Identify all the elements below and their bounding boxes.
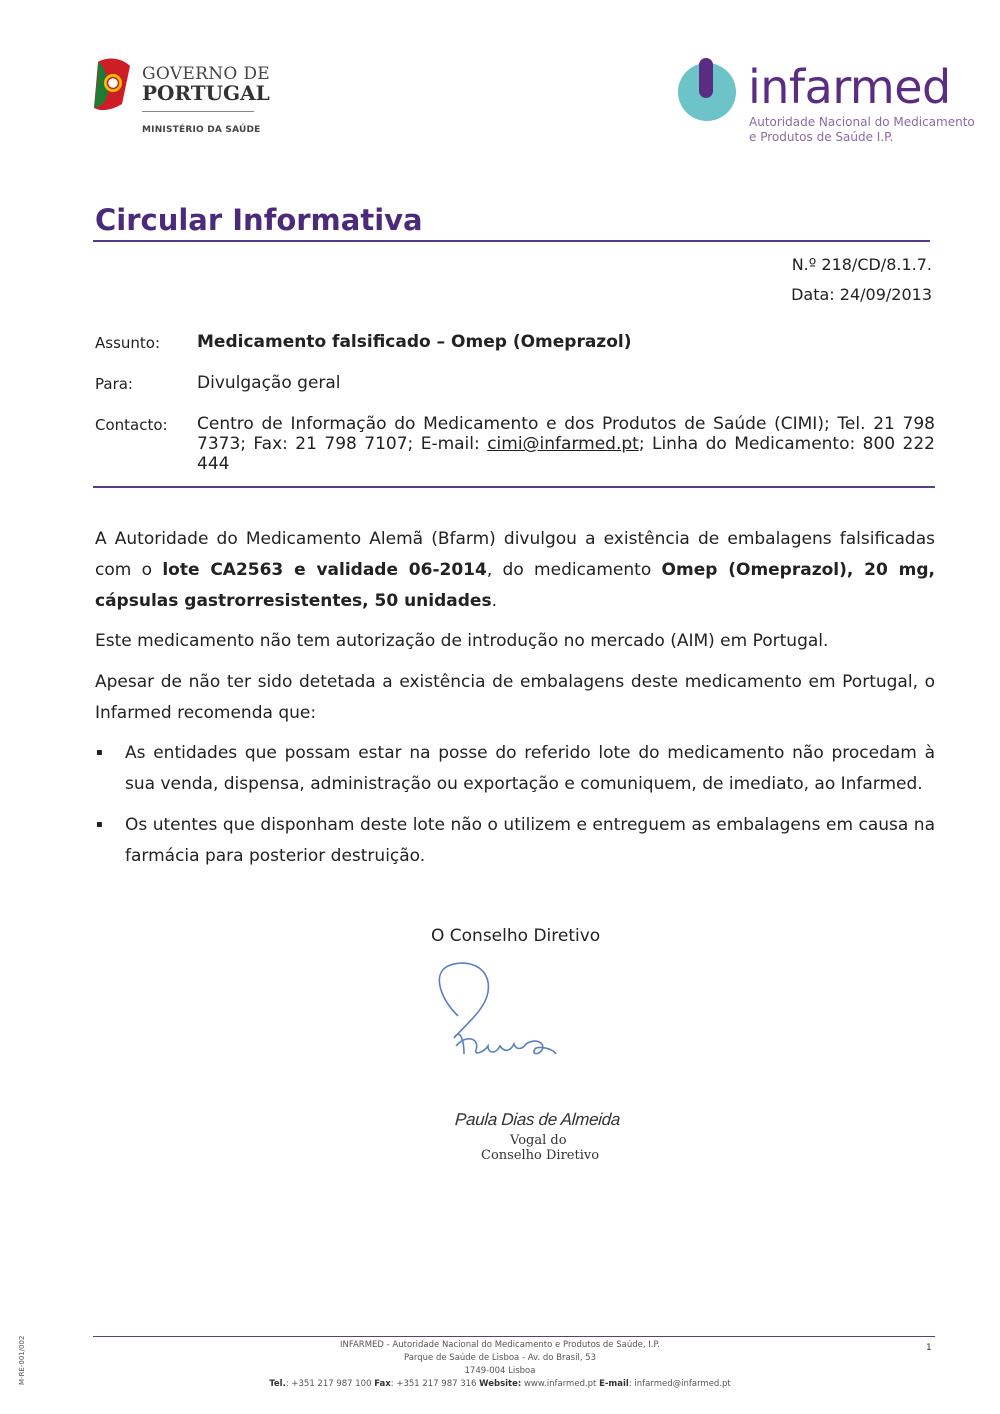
contact-label: Contacto: bbox=[95, 416, 168, 434]
bullet-item-2: Os utentes que disponham deste lote não o utilizem e entreguem as embalagens em causa na farmácia para posterior destruição. bbox=[125, 815, 935, 866]
title-divider bbox=[93, 240, 930, 242]
portugal-flag-emblem bbox=[92, 56, 134, 112]
footer-line-1: INFARMED - Autoridade Nacional do Medicamento e Produtos de Saúde, I.P. bbox=[340, 1340, 660, 1350]
document-number: N.º 218/CD/8.1.7. bbox=[791, 255, 932, 274]
bullet-item-1: As entidades que possam estar na posse do referido lote do medicamento não procedam à sua venda, dispensa, administração ou exportação e comuniquem, de imediato, ao Infarmed. bbox=[125, 743, 935, 794]
paragraph-1: A Autoridade do Medicamento Alemã (Bfarm) divulgou a existência de embalagens falsificadas com o lote CA2563 e validade 06-2014, do medicamento Omep (Omeprazol), 20 mg, cápsulas gastrorresistentes, 50 unidades. bbox=[95, 529, 935, 611]
infarmed-logo-icon bbox=[676, 58, 738, 122]
gov-ministry: MINISTÉRIO DA SAÚDE bbox=[142, 125, 261, 135]
handwritten-signature bbox=[430, 958, 565, 1068]
signer-name: Paula Dias de Almeida bbox=[454, 1110, 621, 1129]
infarmed-wordmark: infarmed bbox=[748, 60, 951, 114]
contact-value: Centro de Informação do Medicamento e dos Produtos de Saúde (CIMI); Tel. 21 798 7373; Fax: 21 798 7107; E-mail: cimi@infarmed.pt; Linha do Medicamento: 800 222 444 bbox=[197, 414, 935, 474]
form-code: M-RE-001/002 bbox=[18, 1335, 26, 1385]
document-title: Circular Informativa bbox=[95, 203, 423, 237]
footer-contacts: Tel.: +351 217 987 100 Fax: +351 217 987 316 Website: www.infarmed.pt E-mail: infarmed@infarmed.pt bbox=[269, 1379, 731, 1389]
document-date: Data: 24/09/2013 bbox=[791, 285, 932, 304]
to-value: Divulgação geral bbox=[197, 373, 341, 393]
footer-line-2: Parque de Saúde de Lisboa - Av. do Brasil, 53 bbox=[403, 1353, 597, 1363]
footer-line-3: 1749-004 Lisboa bbox=[464, 1366, 536, 1376]
signer-role-line2: Conselho Diretivo bbox=[481, 1148, 600, 1163]
paragraph-3: Apesar de não ter sido detetada a existência de embalagens deste medicamento em Portugal, o Infarmed recomenda que: bbox=[95, 672, 935, 723]
signature-board: O Conselho Diretivo bbox=[431, 926, 601, 946]
subject-label: Assunto: bbox=[95, 334, 161, 352]
gov-title-line1: GOVERNO DE bbox=[142, 64, 270, 84]
gov-divider bbox=[142, 111, 254, 112]
footer-divider bbox=[93, 1336, 935, 1337]
to-label: Para: bbox=[95, 375, 133, 393]
page-number: 1 bbox=[926, 1343, 932, 1353]
infarmed-subtitle-1: Autoridade Nacional do Medicamento bbox=[749, 115, 975, 129]
bullet-marker-1: ▪ bbox=[96, 747, 103, 758]
subject-value: Medicamento falsificado – Omep (Omeprazol) bbox=[197, 332, 632, 352]
signer-role-line1: Vogal do bbox=[510, 1133, 567, 1148]
contact-email-link[interactable]: cimi@infarmed.pt bbox=[487, 434, 639, 454]
infarmed-subtitle-2: e Produtos de Saúde I.P. bbox=[749, 130, 894, 144]
bullet-marker-2: ▪ bbox=[96, 819, 103, 830]
paragraph-2: Este medicamento não tem autorização de introdução no mercado (AIM) em Portugal. bbox=[95, 631, 829, 651]
header-separator bbox=[93, 486, 935, 488]
gov-title-line2: PORTUGAL bbox=[142, 81, 270, 105]
